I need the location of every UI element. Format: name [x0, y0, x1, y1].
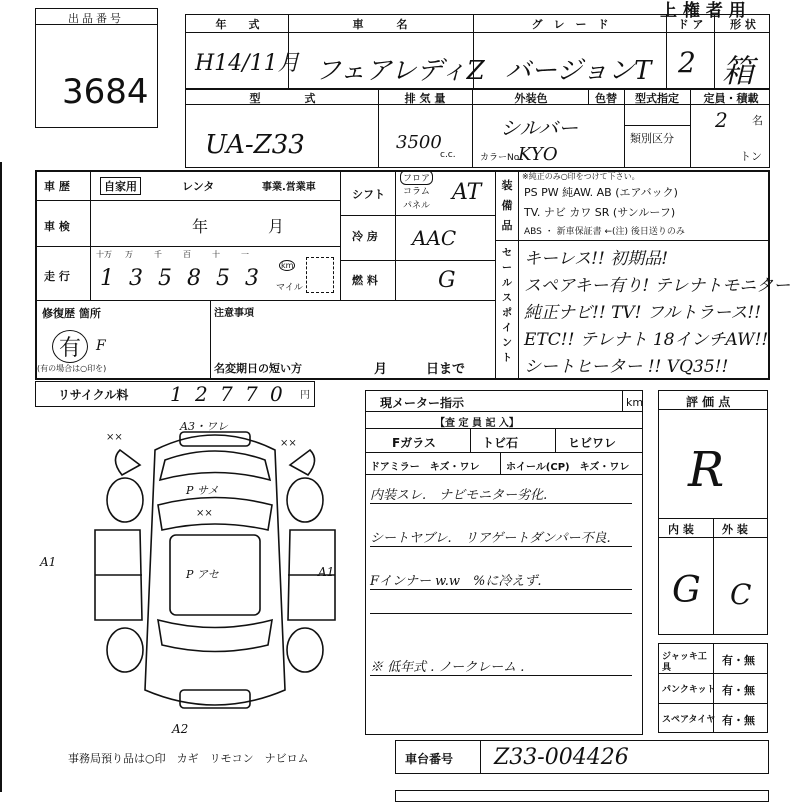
- recycle-digit: 7: [220, 382, 233, 406]
- sales-points-label: セールスポイント: [502, 248, 512, 364]
- inspector-note-line: シートヤブレ. リアゲートダンパー不良.: [370, 527, 632, 547]
- ac-value: AAC: [412, 226, 457, 250]
- mile-checkbox[interactable]: [306, 257, 334, 293]
- meter-label: 現メーター指示: [380, 396, 465, 410]
- mileage-digit: 8: [187, 266, 201, 291]
- capacity-header: 定員・積載: [703, 92, 759, 105]
- exterior-grade: C: [730, 578, 752, 611]
- inspection-month: 月: [268, 217, 285, 236]
- caution-label: 注意事項: [214, 308, 254, 319]
- history-rental: レンタ: [182, 180, 215, 193]
- mileage-unit-label: 百: [183, 250, 191, 259]
- diagram-mark-3: ××: [280, 438, 297, 449]
- mileage-label: 走 行: [44, 270, 70, 283]
- evaluation-score: R: [688, 442, 725, 498]
- interior-label: 内 装: [668, 523, 694, 536]
- glass-crack: ヒビワレ: [568, 436, 617, 450]
- displacement-header: 排 気 量: [404, 92, 446, 105]
- sales-point-line: キーレス!! 初期品!: [524, 249, 669, 269]
- shift-option-panel: パネル: [403, 201, 431, 211]
- interior-grade: G: [672, 570, 701, 611]
- equipment-line-1: PS PW 純AW. AB (エアバック): [524, 186, 678, 199]
- recycle-digit: 2: [195, 382, 208, 406]
- glass-label: Fガラス: [392, 436, 436, 450]
- mileage-digit: 5: [216, 266, 230, 291]
- jack-label: ジャッキ工具: [662, 652, 707, 673]
- diagram-mark-8: A1: [318, 565, 335, 579]
- chassis-value: Z33-004426: [494, 745, 629, 770]
- lot-number: 3684: [62, 72, 149, 112]
- fuel-value: G: [438, 268, 456, 293]
- ton-unit: トン: [740, 150, 762, 163]
- sales-point-line: スペアキー有り! テレナトモニター: [524, 276, 791, 296]
- shape-value: 箱: [722, 52, 755, 90]
- inspector-note-line: Fインナー w.w %に冷えず.: [370, 570, 632, 590]
- cc-label: c.c.: [440, 150, 456, 160]
- name-change-day: 日まで: [426, 362, 466, 377]
- grade-header: グ レ ー ド: [531, 18, 609, 31]
- inspector-note-line: ※ 低年式 . ノークレーム .: [370, 656, 632, 676]
- inspector-note-line: 内装スレ. ナビモニター劣化.: [370, 484, 632, 504]
- grade-value: バージョンT: [505, 56, 652, 86]
- diagram-mark-7: A1: [40, 555, 57, 569]
- inspector-header: 【査 定 員 記 入】: [435, 418, 519, 429]
- mile-label: マイル: [276, 283, 303, 293]
- sales-point-line: 純正ナビ!! TV! フルトラース!!: [524, 303, 762, 323]
- sales-point-line: シートヒーター !! VQ35!!: [524, 357, 729, 377]
- equipment-note: ※純正のみ○印をつけて下さい。: [522, 172, 640, 181]
- mileage-digit: 5: [158, 266, 172, 291]
- ac-label: 冷 房: [352, 230, 378, 243]
- doors-value: 2: [678, 46, 696, 79]
- evaluation-label: 評 価 点: [686, 395, 731, 409]
- model-header: 車 名: [352, 18, 408, 31]
- diagram-mark-9: A2: [172, 722, 189, 736]
- glass-value: トビ石: [482, 436, 519, 450]
- shift-value: AT: [452, 180, 482, 205]
- year-value: H14/11月: [195, 51, 300, 76]
- capacity-value: 2: [715, 108, 728, 132]
- exterior-label: 外 装: [722, 523, 748, 536]
- displacement-value: 3500: [396, 132, 442, 153]
- inspection-year: 年: [192, 217, 209, 236]
- top-right-label: 上 権 者 用: [660, 1, 746, 21]
- type-header: 型 式: [249, 92, 316, 105]
- type-designation-header: 型式指定: [635, 92, 679, 105]
- diagram-mark-1: ××: [106, 432, 123, 443]
- spare-yes-no[interactable]: 有・無: [722, 714, 755, 727]
- recycle-digit: 1: [170, 382, 183, 406]
- capacity-unit: 名: [752, 114, 763, 127]
- doors-header: ド ア: [677, 18, 704, 31]
- wheel-label: ホイール(CP) キズ・ワレ: [506, 462, 630, 473]
- repair-label: 修復歴 箇所: [42, 307, 101, 320]
- recycle-unit: 円: [300, 390, 310, 401]
- mileage-digit: 3: [245, 266, 259, 291]
- history-business: 事業.営業車: [262, 182, 316, 193]
- fuel-label: 燃 料: [352, 274, 378, 287]
- jack-yes-no[interactable]: 有・無: [722, 654, 755, 667]
- recycle-label: リサイクル料: [58, 388, 129, 402]
- puncture-yes-no[interactable]: 有・無: [722, 684, 755, 697]
- shift-option-floor: フロア: [400, 170, 433, 185]
- equipment-line-3: ABS ・ 新車保証書 ←(注) 後日送りのみ: [524, 227, 685, 237]
- inspection-label: 車 検: [44, 220, 70, 233]
- mileage-unit-label: 十: [212, 250, 220, 259]
- diagram-mark-5: ××: [196, 508, 213, 519]
- shift-option-column: コラム: [403, 187, 430, 197]
- diagram-mark-2: A3・ワレ: [180, 420, 228, 433]
- diagram-mark-6: P アセ: [186, 568, 219, 581]
- name-change-month: 月: [374, 362, 388, 377]
- color-code-label: カラーNo.: [480, 153, 522, 163]
- year-header: 年 式: [215, 18, 260, 31]
- category-label: 類別区分: [630, 132, 674, 145]
- shape-header: 形 状: [730, 18, 756, 31]
- name-change-label: 名変期日の短い方: [214, 362, 302, 375]
- recycle-digit: 0: [270, 382, 283, 406]
- mileage-digit: 3: [129, 266, 143, 291]
- history-own: 自家用: [100, 177, 141, 195]
- color-change-header: 色替: [595, 92, 617, 105]
- type-value: UA-Z33: [205, 130, 305, 160]
- diagram-footer: 事務局預り品は○印 カギ リモコン ナビロム: [68, 752, 309, 765]
- recycle-digit: 7: [245, 382, 258, 406]
- repair-mark: F: [96, 338, 106, 354]
- shift-label: シフト: [352, 188, 385, 201]
- mileage-unit-label: 十万: [96, 250, 112, 259]
- lot-label: 出品番号: [68, 12, 124, 25]
- puncture-label: パンクキット: [662, 685, 716, 695]
- spare-label: スペアタイヤ: [662, 715, 716, 725]
- diagram-mark-4: P サメ: [186, 484, 219, 497]
- inspector-note-line: [370, 613, 632, 614]
- mileage-unit-label: 一: [241, 250, 249, 259]
- color-value: シルバー: [500, 116, 579, 140]
- mileage-unit-label: 万: [125, 250, 133, 259]
- exterior-color-header: 外装色: [514, 92, 548, 105]
- bottom-strip: [395, 790, 769, 802]
- chassis-label: 車台番号: [405, 752, 454, 766]
- repair-value: 有: [52, 330, 88, 363]
- meter-unit: km: [626, 396, 644, 409]
- mileage-unit-label: 千: [154, 250, 162, 259]
- sales-point-line: ETC!! テレナト 18インチAW!!: [524, 330, 769, 350]
- color-code-value: KYO: [518, 144, 558, 165]
- equipment-label: 装備品: [501, 179, 513, 232]
- model-name: フェアレディZ: [315, 56, 485, 86]
- mileage-digit: 1: [100, 266, 114, 291]
- km-label: km: [281, 261, 294, 270]
- history-label: 車 歴: [44, 180, 70, 193]
- repair-note: (有の場合は○印を): [37, 364, 107, 373]
- equipment-line-2: TV. ナビ カワ SR (サンルーフ): [524, 206, 676, 219]
- mirror-label: ドアミラー キズ・ワレ: [370, 462, 480, 473]
